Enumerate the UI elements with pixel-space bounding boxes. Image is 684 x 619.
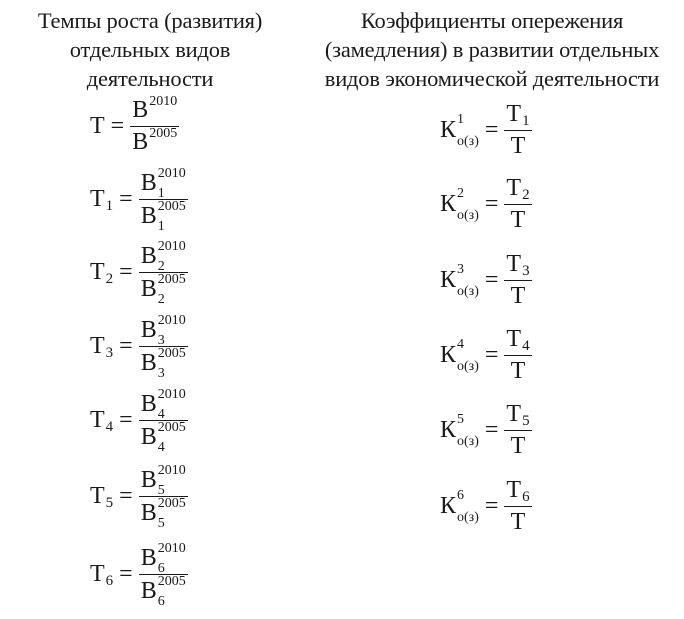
symbol-T: Т <box>506 251 522 277</box>
formula-lhs <box>90 259 113 286</box>
formula-lhs <box>440 261 479 299</box>
fraction <box>504 326 531 385</box>
script-stack <box>457 111 479 149</box>
script-stack <box>457 487 479 525</box>
heading-line-1: Темпы роста (развития) <box>37 8 263 33</box>
formula-lhs <box>90 483 113 510</box>
year-superscript: 2005 <box>157 496 186 512</box>
coefficient-formula <box>440 101 532 160</box>
index-subscript: 6 <box>105 573 114 590</box>
denominator <box>139 574 188 610</box>
equals-sign: = <box>110 113 125 140</box>
year-superscript: 2010 <box>157 166 186 181</box>
script-stack <box>157 313 186 348</box>
denominator <box>509 358 528 385</box>
denominator <box>509 207 528 234</box>
formula-lhs <box>90 333 113 360</box>
year-superscript: 2010 <box>157 239 186 254</box>
equals-sign: = <box>484 342 499 369</box>
growth-rate-formula <box>90 387 188 456</box>
script-stack <box>157 346 186 382</box>
fraction <box>504 401 531 460</box>
denominator <box>509 433 528 460</box>
script-stack <box>157 420 186 456</box>
year-superscript: 2010 <box>149 93 178 109</box>
equals-sign: = <box>119 333 133 360</box>
coefficient-formula <box>440 251 532 310</box>
equals-sign: = <box>484 417 499 444</box>
index-subscript: 4 <box>105 419 114 436</box>
script-stack <box>457 185 479 223</box>
index-subscript: 5 <box>105 495 114 512</box>
numerator <box>139 541 188 576</box>
denominator <box>130 125 179 156</box>
index-subscript: 1 <box>157 219 165 235</box>
formula-lhs <box>440 411 479 449</box>
script-stack <box>157 496 186 532</box>
script-stack <box>157 272 186 308</box>
script-stack <box>157 574 186 610</box>
symbol-T: Т <box>90 483 105 510</box>
denominator <box>139 346 188 382</box>
coefficient-formula <box>440 401 532 460</box>
index-subscript: 6 <box>157 594 165 610</box>
year-superscript: 2005 <box>157 420 186 436</box>
fraction-bar <box>504 204 531 205</box>
denominator <box>139 420 188 456</box>
fraction <box>130 93 179 156</box>
numerator <box>139 313 188 348</box>
year-superscript: 2005 <box>157 574 186 590</box>
index-subscript: 4 <box>157 407 165 422</box>
numerator <box>504 401 531 428</box>
numerator <box>130 93 179 124</box>
symbol-T: Т <box>90 561 105 588</box>
symbol-B: В <box>140 242 157 269</box>
fraction <box>139 239 188 308</box>
index-subscript: 5 <box>157 483 165 498</box>
formula-lhs <box>440 487 479 525</box>
growth-rate-formula <box>90 313 188 382</box>
equals-sign: = <box>119 259 133 286</box>
index-subscript: 6 <box>522 489 530 505</box>
equals-sign: = <box>119 561 133 588</box>
growth-rate-formula <box>90 239 188 308</box>
index-subscript: 2 <box>157 259 165 274</box>
symbol-K: К <box>440 342 457 369</box>
fraction-bar <box>504 280 531 281</box>
index-superscript: 3 <box>457 261 465 277</box>
fraction-bar <box>504 430 531 431</box>
numerator <box>504 477 531 504</box>
symbol-T: Т <box>90 186 105 213</box>
index-subscript: 2 <box>157 292 165 308</box>
symbol-T: Т <box>506 326 522 352</box>
equals-sign: = <box>119 483 133 510</box>
numerator <box>139 387 188 422</box>
year-superscript: 2005 <box>157 199 186 215</box>
index-subscript: 5 <box>157 516 165 532</box>
symbol-T: Т <box>506 175 522 201</box>
heading-line-3: видов экономической деятельности <box>324 66 660 91</box>
symbol-B: В <box>140 499 157 526</box>
symbol-B: В <box>140 390 157 417</box>
formula-lhs <box>90 407 113 434</box>
growth-rate-formula <box>90 166 188 235</box>
formula-lhs <box>90 186 113 213</box>
subscript-label: о(з) <box>457 207 479 223</box>
growth-rate-formula <box>90 93 179 156</box>
script-stack <box>149 93 178 111</box>
equals-sign: = <box>119 407 133 434</box>
numerator <box>139 463 188 498</box>
script-stack <box>457 336 479 374</box>
index-subscript: 4 <box>522 338 530 354</box>
symbol-T: Т <box>90 259 105 286</box>
symbol-B: В <box>132 97 149 123</box>
coefficient-formula <box>440 175 532 234</box>
index-subscript: 2 <box>105 271 114 288</box>
symbol-K: К <box>440 117 457 144</box>
year-superscript: 2010 <box>157 463 186 478</box>
index-superscript: 2 <box>457 185 465 201</box>
index-superscript: 4 <box>457 336 465 352</box>
index-subscript: 2 <box>522 187 530 203</box>
fraction <box>139 463 188 532</box>
fraction <box>504 175 531 234</box>
script-stack <box>149 125 178 143</box>
symbol-B: В <box>140 202 157 229</box>
fraction-bar <box>504 506 531 507</box>
index-subscript: 1 <box>522 113 530 129</box>
script-stack <box>157 239 186 274</box>
denominator <box>139 199 188 235</box>
symbol-T: Т <box>510 509 526 536</box>
index-subscript: 1 <box>157 186 165 201</box>
symbol-T: Т <box>510 133 526 160</box>
symbol-T: Т <box>506 101 522 127</box>
fraction <box>504 101 531 160</box>
script-stack <box>457 411 479 449</box>
heading-line-3: деятельности <box>86 66 214 91</box>
denominator <box>509 509 528 536</box>
fraction <box>504 477 531 536</box>
numerator <box>504 101 531 128</box>
growth-rate-formula <box>90 541 188 610</box>
heading-line-2: (замедления) в развитии отдельных <box>324 37 660 62</box>
symbol-K: К <box>440 191 457 218</box>
script-stack <box>157 166 186 201</box>
subscript-label: о(з) <box>457 433 479 449</box>
script-stack <box>157 541 186 576</box>
symbol-T: Т <box>510 433 526 460</box>
heading-line-2: отдельных видов <box>69 37 231 62</box>
year-superscript: 2010 <box>157 313 186 328</box>
year-superscript: 2010 <box>157 387 186 402</box>
symbol-K: К <box>440 267 457 294</box>
symbol-B: В <box>140 275 157 302</box>
numerator <box>504 326 531 353</box>
symbol-T: Т <box>90 113 105 140</box>
formula-lhs <box>90 561 113 588</box>
denominator <box>509 133 528 160</box>
growth-rate-formula <box>90 463 188 532</box>
symbol-B: В <box>140 466 157 493</box>
year-superscript: 2005 <box>157 346 186 362</box>
denominator <box>139 496 188 532</box>
denominator <box>509 283 528 310</box>
fraction <box>139 166 188 235</box>
numerator <box>504 175 531 202</box>
index-subscript: 5 <box>522 413 530 429</box>
index-subscript: 4 <box>157 440 165 456</box>
coefficient-formula <box>440 326 532 385</box>
heading-line-1: Коэффициенты опережения <box>360 8 624 33</box>
coefficients-column <box>300 0 684 93</box>
coefficients-heading <box>300 6 684 93</box>
symbol-T: Т <box>510 207 526 234</box>
subscript-label: о(з) <box>457 283 479 299</box>
symbol-K: К <box>440 417 457 444</box>
index-subscript: 3 <box>157 333 165 348</box>
formula-lhs <box>440 185 479 223</box>
script-stack <box>157 387 186 422</box>
fraction-bar <box>504 355 531 356</box>
fraction <box>504 251 531 310</box>
symbol-T: Т <box>90 333 105 360</box>
symbol-K: К <box>440 493 457 520</box>
fraction-bar <box>504 130 531 131</box>
equals-sign: = <box>484 117 499 144</box>
index-subscript: 3 <box>105 345 114 362</box>
symbol-B: В <box>140 169 157 196</box>
denominator <box>139 272 188 308</box>
year-superscript: 2005 <box>149 125 178 141</box>
fraction <box>139 541 188 610</box>
year-superscript: 2010 <box>157 541 186 556</box>
symbol-B: В <box>140 544 157 571</box>
script-stack <box>157 463 186 498</box>
subscript-label: о(з) <box>457 133 479 149</box>
symbol-T: Т <box>510 358 526 385</box>
symbol-T: Т <box>506 401 522 427</box>
index-subscript: 1 <box>105 198 114 215</box>
symbol-T: Т <box>90 407 105 434</box>
fraction <box>139 387 188 456</box>
symbol-B: В <box>140 577 157 604</box>
equals-sign: = <box>484 191 499 218</box>
symbol-B: В <box>140 349 157 376</box>
numerator <box>139 166 188 201</box>
index-superscript: 5 <box>457 411 465 427</box>
symbol-B: В <box>132 129 149 156</box>
index-subscript: 3 <box>522 263 530 279</box>
equals-sign: = <box>484 493 499 520</box>
formula-lhs <box>90 113 105 140</box>
symbol-T: Т <box>510 283 526 310</box>
equals-sign: = <box>484 267 499 294</box>
growth-rates-heading <box>0 6 300 93</box>
index-subscript: 6 <box>157 561 165 576</box>
numerator <box>504 251 531 278</box>
symbol-T: Т <box>506 477 522 503</box>
index-superscript: 6 <box>457 487 465 503</box>
formula-lhs <box>440 336 479 374</box>
symbol-B: В <box>140 423 157 450</box>
numerator <box>139 239 188 274</box>
script-stack <box>157 199 186 235</box>
symbol-B: В <box>140 316 157 343</box>
equals-sign: = <box>119 186 133 213</box>
index-subscript: 3 <box>157 366 165 382</box>
growth-rates-column <box>0 0 300 93</box>
coefficient-formula <box>440 477 532 536</box>
script-stack <box>457 261 479 299</box>
index-superscript: 1 <box>457 111 465 127</box>
subscript-label: о(з) <box>457 358 479 374</box>
year-superscript: 2005 <box>157 272 186 288</box>
subscript-label: о(з) <box>457 509 479 525</box>
formula-lhs <box>440 111 479 149</box>
fraction <box>139 313 188 382</box>
